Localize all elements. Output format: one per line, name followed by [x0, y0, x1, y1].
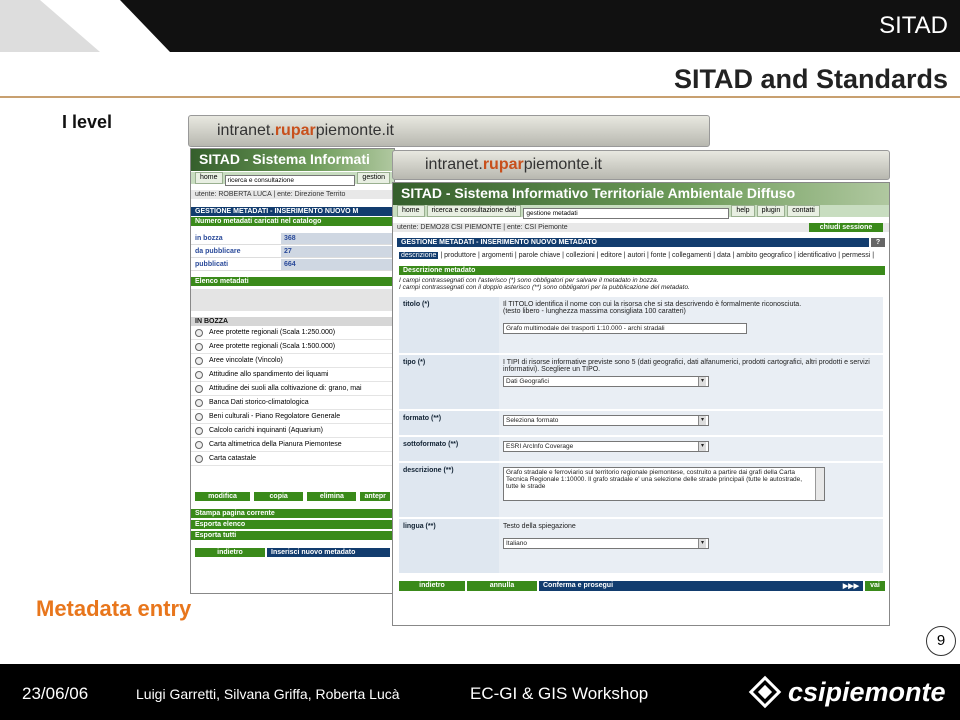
list-item[interactable]: Beni culturali - Piano Regolatore Generale — [191, 410, 394, 424]
caption: Metadata entry — [36, 596, 192, 621]
back-tab-gestione[interactable]: gestion — [357, 172, 390, 184]
forward-arrows-icon: ▶▶▶ — [842, 583, 859, 590]
front-window — [392, 182, 890, 626]
back-tab-ricerca[interactable]: ricerca e consultazione — [225, 175, 356, 186]
section-title: Descrizione metadato — [399, 266, 885, 275]
section-nav — [393, 247, 889, 262]
radio-button[interactable] — [195, 371, 203, 379]
elimina-button[interactable]: elimina — [307, 492, 356, 501]
csipiemonte-logo: csipiemonte — [788, 677, 946, 707]
field-sottoformato: sottoformato (**) ESRI ArcInfo Coverage ▾ — [399, 437, 883, 463]
back-portal-logo: intranet.ruparpiemonte.it — [217, 122, 394, 139]
list-item[interactable]: Banca Dati storico-climatologica — [191, 396, 394, 410]
list-item[interactable]: Carta altimetrica della Pianura Piemontese — [191, 438, 394, 452]
radio-button[interactable] — [195, 385, 203, 393]
radio-button[interactable] — [195, 399, 203, 407]
inbozza-title: IN BOZZA — [191, 317, 394, 326]
esporta-elenco-link[interactable]: Esporta elenco — [191, 520, 394, 529]
titolo-input[interactable]: Grafo multimodale dei trasporti 1:10.000 - archi stradali — [503, 323, 747, 334]
field-descrizione: descrizione (**) Grafo stradale e ferroviario sul territorio regionale piemontese, costruito a partire dai grafi della Carta Tecnica Regionale 1:10000. Il grafo stradale e' una selezione delle strade principali (tutte le autostrade, tutte le strade — [399, 463, 883, 519]
footer-date: 23/06/06 — [22, 684, 89, 703]
footer-authors: Luigi Garretti, Silvana Griffa, Roberta Lucà — [136, 686, 400, 702]
modifica-button[interactable]: modifica — [195, 492, 250, 501]
anteprima-button[interactable]: antepr — [360, 492, 390, 501]
chiudi-sessione-button[interactable]: chiudi sessione — [809, 223, 883, 232]
front-portal-bar — [392, 150, 890, 180]
list-item[interactable]: Calcolo carichi inquinanti (Aquarium) — [191, 424, 394, 438]
formato-select[interactable]: Seleziona formato ▾ — [503, 415, 709, 426]
title-divider — [0, 96, 960, 98]
dropdown-arrow-icon[interactable]: ▾ — [698, 442, 706, 451]
footer-workshop: EC-GI & GIS Workshop — [470, 684, 649, 703]
csipiemonte-logo-icon — [748, 675, 782, 709]
tab-ricerca[interactable]: ricerca e consultazione dati — [427, 205, 522, 217]
back-indietro-button[interactable]: indietro — [195, 548, 265, 557]
brand: SITAD — [879, 12, 948, 39]
radio-button[interactable] — [195, 357, 203, 365]
front-indietro-button[interactable]: indietro — [399, 581, 465, 591]
new-metadata-button[interactable]: Inserisci nuovo metadato — [267, 548, 390, 557]
descrizione-textarea[interactable]: Grafo stradale e ferroviario sul territorio regionale piemontese, costruito a partire dai grafi della Carta Tecnica Regionale 1:10000. Il grafo stradale e' una selezione delle strade principali (tutte le autostrade, tutte le strade — [503, 467, 825, 501]
count-row: da pubblicare 27 — [191, 245, 394, 258]
required-note: I campi contrassegnati con l'asterisco (*) sono obbligatori per salvare il metadato in bozza. I campi contrassegnati con il doppio asterisco (**) sono obbligatori per la pubblicazione del metadato. — [399, 277, 690, 291]
stampa-link[interactable]: Stampa pagina corrente — [191, 509, 394, 518]
copia-button[interactable]: copia — [254, 492, 303, 501]
dropdown-arrow-icon[interactable]: ▾ — [698, 539, 706, 548]
back-tab-home[interactable]: home — [195, 172, 223, 184]
list-item[interactable]: Attitudine dei suoli alla coltivazione di: grano, mai — [191, 382, 394, 396]
front-header: GESTIONE METADATI - INSERIMENTO NUOVO METADATO — [397, 238, 869, 247]
esporta-tutti-link[interactable]: Esporta tutti — [191, 531, 394, 540]
tab-home[interactable]: home — [397, 205, 425, 217]
radio-button[interactable] — [195, 413, 203, 421]
list-item[interactable]: Aree protette regionali (Scala 1:250.000) — [191, 326, 394, 340]
elenco-spacer — [191, 289, 394, 311]
metadata-list — [191, 326, 394, 466]
textarea-scrollbar[interactable] — [815, 468, 824, 500]
count-row: pubblicati 664 — [191, 258, 394, 271]
radio-button[interactable] — [195, 427, 203, 435]
nav-links[interactable]: | produttore | argomenti | parole chiave | collezioni | editore | autori | fonte | collegamenti | data | ambito geografico | identificativo | permessi | — [440, 252, 875, 259]
vai-button[interactable]: vai — [865, 581, 885, 591]
radio-button[interactable] — [195, 441, 203, 449]
dropdown-arrow-icon[interactable]: ▾ — [698, 377, 706, 386]
list-item[interactable]: Aree protette regionali (Scala 1:500.000) — [191, 340, 394, 354]
radio-button[interactable] — [195, 329, 203, 337]
field-tipo: tipo (*) I TIPI di risorse informative previste sono 5 (dati geografici, dati alfanumerici, prodotti cartografici, altri prodotti e servizi informativi). Scegliere un TIPO. Dati Geografici ▾ — [399, 355, 883, 411]
tab-contatti[interactable]: contatti — [787, 205, 820, 217]
back-app-title: SITAD - Sistema Informati — [191, 149, 394, 171]
back-window — [190, 148, 395, 594]
tipo-select[interactable]: Dati Geografici ▾ — [503, 376, 709, 387]
nav-descrizione[interactable]: descrizione — [401, 252, 437, 259]
annulla-button[interactable]: annulla — [467, 581, 537, 591]
tab-help[interactable]: help — [731, 205, 754, 217]
front-portal-logo: intranet.ruparpiemonte.it — [425, 156, 602, 173]
slide-title: SITAD and Standards — [673, 64, 948, 94]
elenco-title: Elenco metadati — [191, 277, 394, 286]
field-formato: formato (**) Seleziona formato ▾ — [399, 411, 883, 437]
radio-button[interactable] — [195, 455, 203, 463]
field-lingua: lingua (**) Testo della spiegazione Italiano ▾ — [399, 519, 883, 575]
confirm-bar[interactable]: Conferma e prosegui ▶▶▶ — [539, 581, 863, 591]
list-item[interactable]: Attitudine allo spandimento dei liquami — [191, 368, 394, 382]
front-user-line: utente: DEMO28 CSI PIEMONTE | ente: CSI Piemonte — [397, 224, 568, 231]
tab-plugin[interactable]: plugin — [757, 205, 786, 217]
radio-button[interactable] — [195, 343, 203, 351]
back-portal-bar — [188, 115, 710, 147]
lingua-select[interactable]: Italiano ▾ — [503, 538, 709, 549]
page-number: 9 — [926, 626, 956, 656]
level-label: I level — [62, 112, 113, 132]
back-count-title: Numero metadati caricati nel catalogo — [191, 217, 394, 226]
count-row: in bozza 368 — [191, 232, 394, 245]
dropdown-arrow-icon[interactable]: ▾ — [698, 416, 706, 425]
back-user-line: utente: ROBERTA LUCA | ente: Direzione Territo — [191, 190, 394, 199]
list-item[interactable]: Carta catastale — [191, 452, 394, 466]
help-icon[interactable]: ? — [871, 238, 885, 247]
field-titolo: titolo (*) Il TITOLO identifica il nome con cui la risorsa che si sta descrivendo è formalmente riconosciuta. (testo libero - lunghezza massima consigliata 100 caratteri) Grafo multimodale dei trasporti 1:10.000 - archi stradali — [399, 297, 883, 355]
sottoformato-select[interactable]: ESRI ArcInfo Coverage ▾ — [503, 441, 709, 452]
list-item[interactable]: Aree vincolate (Vincolo) — [191, 354, 394, 368]
tab-gestione-metadati[interactable]: gestione metadati — [523, 208, 729, 219]
back-header: GESTIONE METADATI - INSERIMENTO NUOVO M — [191, 207, 394, 216]
front-app-title: SITAD - Sistema Informativo Territoriale Ambientale Diffuso — [393, 183, 889, 205]
